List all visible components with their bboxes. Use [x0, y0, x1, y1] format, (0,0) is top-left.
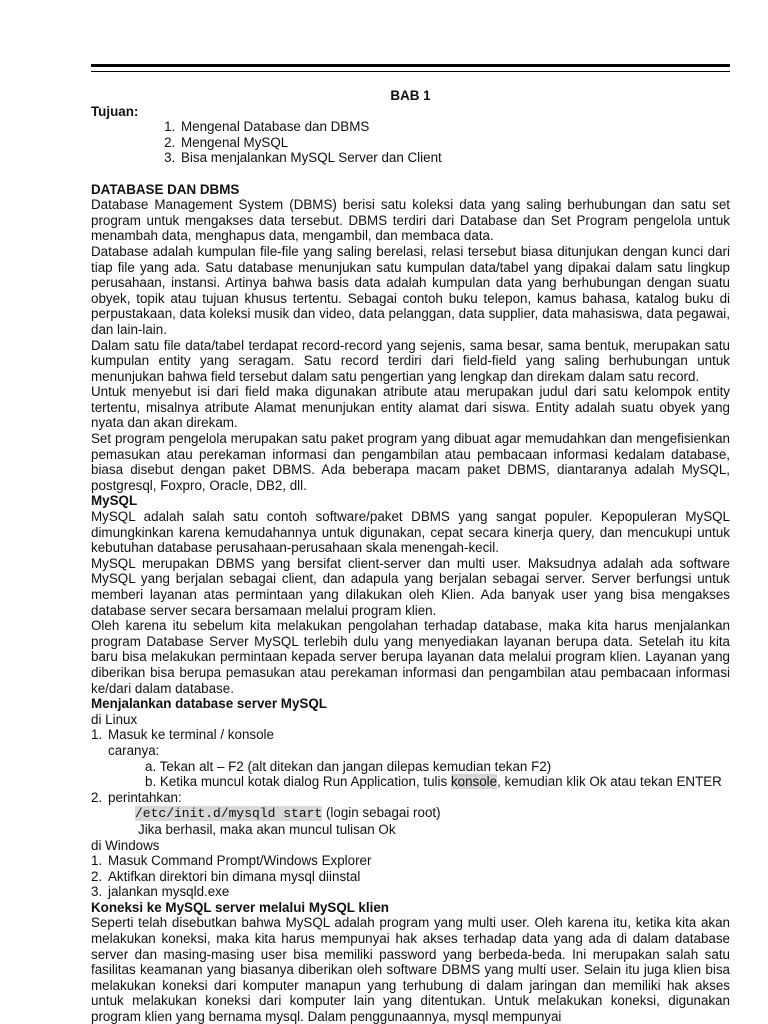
paragraph: Set program pengelola merupakan satu paket program yang dibuat agar memudahkan dan mengefisienkan pemasukan atau perekaman informasi dan pengambilan atau pembacaan informasi kedalam database, biasa disebut dengan paket DBMS. Ada beberapa macam paket DBMS, diantaranya adalah MySQL, postgresql, Foxpro, Oracle, DB2, dll.: [91, 431, 730, 493]
windows-step-2: [91, 869, 730, 885]
paragraph: Dalam satu file data/tabel terdapat record-record yang sejenis, sama besar, sama bentuk, merupakan satu kumpulan entity yang seragam. Satu record terdiri dari field-field yang saling berhubungan untuk menunjukan bahwa field tersebut dalam satu pengertian yang lengkap dan direkam dalam satu record.: [91, 337, 730, 384]
step-number: 2.: [91, 868, 103, 884]
step-number: 1.: [91, 853, 103, 869]
chapter-title: BAB 1: [390, 88, 431, 103]
command-code: /etc/init.d/mysqld start: [135, 806, 323, 822]
list-item: 3. Bisa menjalankan MySQL Server dan Client: [179, 150, 730, 166]
step-text: Masuk Command Prompt/Windows Explorer: [108, 853, 372, 869]
section-heading-dbms: DATABASE DAN DBMS: [91, 181, 240, 197]
step-text: Aktifkan direktori bin dimana mysql diinstal: [108, 868, 361, 884]
caranya-label: caranya:: [108, 742, 160, 758]
paragraph: Seperti telah disebutkan bahwa MySQL adalah program yang multi user. Oleh karena itu, ketika kita akan melakukan koneksi, maka kita harus mempunyai hak akses terhadap data yang ada di dalam database server dan masing-masing user bisa memiliki password yang berbeda-beda. Ini merupakan salah satu fasilitas keamanan yang biasanya diberikan oleh software DBMS yang multi user. Selain itu juga klien bisa melakukan koneksi dari komputer manapun yang terhubung di dalam jaringan dan memiliki hak akses untuk melakukan koneksi dari komputer lain yang ditentukan. Untuk melakukan koneksi, digunakan program klien yang bernama mysql. Dalam penggunaannya, mysql mempunyai: [91, 915, 730, 1024]
linux-step-2: [91, 790, 730, 806]
substep-b-text: b. Ketika muncul kotak dialog Run Application, tulis: [145, 774, 451, 790]
paragraph: MySQL adalah salah satu contoh software/paket DBMS yang sangat populer. Kepopuleran MySQL dimungkinkan karena kemudahannya untuk digunakan, cepat secara kinerja query, dan mencukupi untuk kebutuhan database perusahaan-perusahaan skala menengah-kecil.: [91, 509, 730, 556]
header-rule-thick: [91, 64, 730, 67]
substep-b-text-end: , kemudian klik Ok atau tekan ENTER: [497, 774, 722, 790]
windows-step-1: [91, 853, 730, 869]
list-item: 1. Mengenal Database dan DBMS: [179, 119, 730, 135]
command-line: [91, 805, 730, 822]
windows-step-3: [91, 884, 730, 900]
section-heading-connect: Koneksi ke MySQL server melalui MySQL klien: [91, 899, 389, 915]
step-number: 2.: [91, 789, 103, 805]
document-body: [91, 88, 730, 1024]
step-number: 3.: [91, 884, 103, 900]
step-number: 1.: [91, 727, 103, 743]
konsole-highlight: konsole: [450, 774, 498, 790]
windows-label: di Windows: [91, 837, 160, 853]
list-item: 2. Mengenal MySQL: [179, 135, 730, 151]
command-note: (login sebagai root): [322, 805, 441, 821]
spacer: [91, 166, 730, 182]
step-text: perintahkan:: [108, 789, 182, 805]
substep-a: a. Tekan alt – F2 (alt ditekan dan jangan dilepas kemudian tekan F2): [145, 758, 552, 774]
linux-label: di Linux: [91, 711, 138, 727]
objectives-list: [91, 119, 730, 166]
section-heading-mysql: MySQL: [91, 493, 138, 509]
paragraph: MySQL merupakan DBMS yang bersifat client-server dan multi user. Maksudnya adalah ada software MySQL yang berjalan sebagai client, dan adapula yang berjalan sebagai server. Server berfungsi untuk memberi layanan atas permintaan yang dilakukan oleh Klien. Ada banyak user yang bisa mengakses database server secara bersamaan melalui program klien.: [91, 555, 730, 618]
paragraph: Database Management System (DBMS) berisi satu koleksi data yang saling berhubungan dan satu set program untuk mengakses data tersebut. DBMS terdiri dari Database dan Set Program pengelola untuk menambah data, menghapus data, mengambil, dan membaca data.: [91, 197, 730, 244]
paragraph: Oleh karena itu sebelum kita melakukan pengolahan terhadap database, maka kita harus menjalankan program Database Server MySQL terlebih dulu yang menyediakan layanan berupa data. Setelah itu kita baru bisa melakukan permintaan kepada server berupa layanan data melalui program klien. Layanan yang diberikan bisa berupa pemasukan atau perekaman informasi dan pengambilan atau pembacaan informasi ke/dari dalam database.: [91, 618, 730, 696]
linux-step-1: [91, 727, 730, 743]
substep-b: [91, 774, 730, 790]
paragraph: Untuk menyebut isi dari field maka digunakan atribute atau merupakan judul dari satu kelompok entity tertentu, misalnya atribute Alamat menunjukan entity alamat dari siswa. Entity adalah suatu obyek yang nyata dan akan direkam.: [91, 384, 730, 431]
header-rule-thin: [91, 71, 730, 72]
paragraph: Database adalah kumpulan file-file yang saling berelasi, relasi tersebut biasa ditunjukan dengan kunci dari tiap file yang ada. Satu database menunjukan satu kumpulan data/tabel yang dipakai dalam satu lingkup perusahaan, instansi. Artinya bahwa basis data adalah kumpulan data yang berhubungan dengan suatu obyek, topik atau tujuan khusus tertentu. Sebagai contoh buku telepon, kamus bahasa, katalog buku di perpustakaan, data koleksi musik dan video, data pelanggan, data supplier, data mahasiswa, data pegawai, dan lain-lain.: [91, 243, 730, 337]
step-text: Masuk ke terminal / konsole: [108, 727, 274, 743]
section-heading-run-server: Menjalankan database server MySQL: [91, 696, 327, 712]
objectives-heading: Tujuan:: [91, 103, 139, 119]
document-page: [91, 0, 730, 1024]
success-note: Jika berhasil, maka akan muncul tulisan Ok: [138, 821, 396, 837]
step-text: jalankan mysqld.exe: [108, 884, 230, 900]
